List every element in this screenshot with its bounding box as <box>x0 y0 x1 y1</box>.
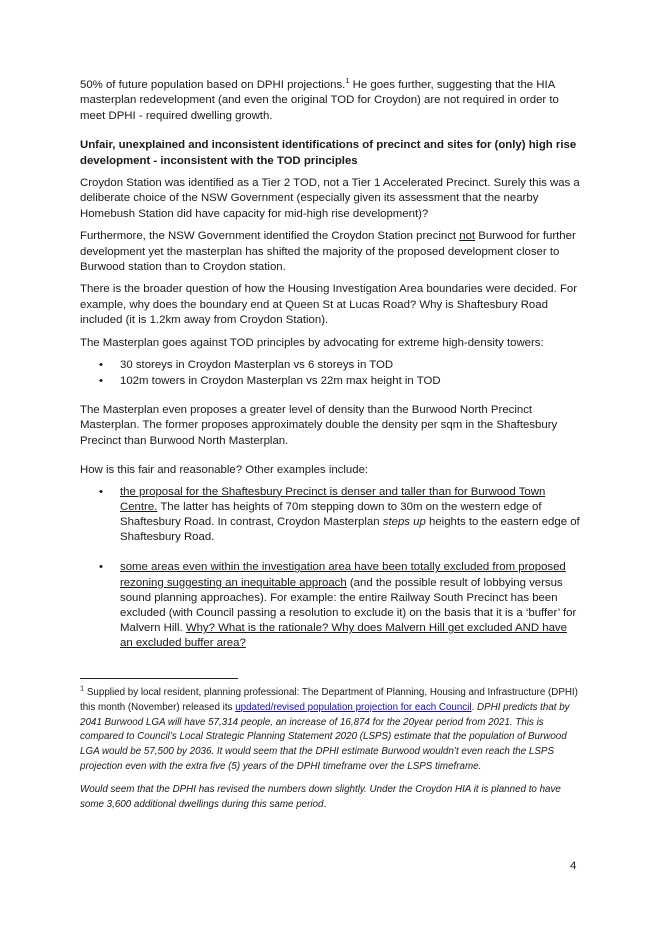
italic-text: Would seem that the DPHI has revised the numbers down slightly. Under the Croydon HIA it is planned to have some 3,600 additional dwellings during this same period <box>80 783 561 810</box>
underlined-text: some areas even within the investigation area have been totally excluded from proposed rezoning suggesting an inequitable approach <box>120 561 566 589</box>
bullet-icon: • <box>99 359 103 372</box>
footnote-ref[interactable]: 1 <box>345 76 350 86</box>
paragraph-burwood-shift <box>80 229 580 275</box>
text: He goes further, suggesting that the HIA masterplan redevelopment (and even the original TOD for Croydon) are not required in order to meet DPHI - required dwelling growth. <box>80 79 559 122</box>
page-number: 4 <box>570 860 577 872</box>
bullet-icon: • <box>99 485 103 498</box>
list-item <box>80 358 580 373</box>
bullet-icon: • <box>99 561 103 574</box>
list-item-text: 102m towers in Croydon Masterplan vs 22m max height in TOD <box>120 374 441 387</box>
underlined-text: Why? What is the rationale? Why does Malvern Hill get excluded AND have an excluded buffer area? <box>120 622 567 650</box>
text: Supplied by local resident, planning professional: The Department of Planning, Housing and Infrastructure (DPHI) this month (November) released its <box>80 687 578 713</box>
text: Burwood for further development yet the masterplan has shifted the majority of the proposed development closer to Burwood station than to Croydon station. <box>80 230 576 274</box>
paragraph-burwood-north: The Masterplan even proposes a greater level of density than the Burwood North Precinct Masterplan. The former proposes approximately double the density per sqm in the Shaftesbury Precinct than Burwood North Masterplan. <box>80 403 558 447</box>
footnote-number: 1 <box>80 683 85 693</box>
list-item <box>80 374 580 389</box>
text: heights to the eastern edge of Shaftesbury Road. <box>120 515 580 544</box>
underlined-text: not <box>459 230 476 243</box>
list-item <box>80 485 580 546</box>
document-body <box>80 78 580 652</box>
footnote-text-2 <box>80 783 580 813</box>
paragraph-fair-reasonable: How is this fair and reasonable? Other examples include: <box>80 464 369 477</box>
list-item-text: 30 storeys in Croydon Masterplan vs 6 storeys in TOD <box>120 359 394 372</box>
section-heading: Unfair, unexplained and inconsistent identifications of precinct and sites for (only) high rise development - inconsistent with the TOD principles <box>80 139 577 167</box>
examples-list <box>80 485 580 652</box>
text: 50% of future population based on DPHI projections. <box>80 79 346 91</box>
paragraph-tier2-tod: Croydon Station was identified as a Tier 2 TOD, not a Tier 1 Accelerated Precinct. Surely this was a deliberate choice of the NSW Government (especially given its assessment that the nearby Homebush Station did have capacity for mid-high rise development)? <box>80 177 580 220</box>
footnote-text <box>80 683 580 775</box>
text: Furthermore, the NSW Government identified the Croydon Station precinct <box>80 230 460 243</box>
underlined-text: the proposal for the Shaftesbury Precinct is denser and taller than for Burwood Town Centre. <box>120 485 546 513</box>
height-comparison-list <box>80 358 580 389</box>
text: The latter has heights of 70m stepping down to 30m on the western edge of Shaftesbury Road. In contrast, Croydon Masterplan <box>120 500 542 528</box>
paragraph-boundaries: There is the broader question of how the Housing Investigation Area boundaries were decided. For example, why does the boundary end at Queen St at Lucas Road? Why is Shaftesbury Road included (it is 1.2km away from Croydon Station). <box>80 283 578 327</box>
paragraph-dphi-projections <box>80 78 580 124</box>
footnote-divider <box>80 678 238 679</box>
text: . <box>323 798 327 810</box>
text: . <box>471 701 478 713</box>
italic-text: DPHI predicts that by 2041 Burwood LGA will have 57,314 people, an increase of 16,874 for the 20year period from 2021. This is compared to Council’s Local Strategic Planning Statement 2020 (LSPS) estimate that the population of Burwood LGA would be 57,500 by 2036. It would seem that the DPHI estimate Burwood wouldn’t even reach the LSPS projection even with the extra five (5) years of the DPHI timeframe over the LSPS timeframe. <box>80 701 570 772</box>
footnote <box>80 683 580 812</box>
bullet-icon: • <box>99 374 103 387</box>
text: (and the possible result of lobbying versus sound planning approaches). For example: the entire Railway South Precinct has been excluded (with Council passing a resolution to exclude it) on the basis that it is a ‘buffer’ for Malvern Hill. <box>120 576 577 635</box>
population-projection-link[interactable]: updated/revised population projection for each Council <box>235 701 472 713</box>
paragraph-tod-principles: The Masterplan goes against TOD principles by advocating for extreme high-density towers: <box>80 336 544 349</box>
list-item <box>80 560 580 651</box>
italic-text: steps up <box>382 515 426 528</box>
